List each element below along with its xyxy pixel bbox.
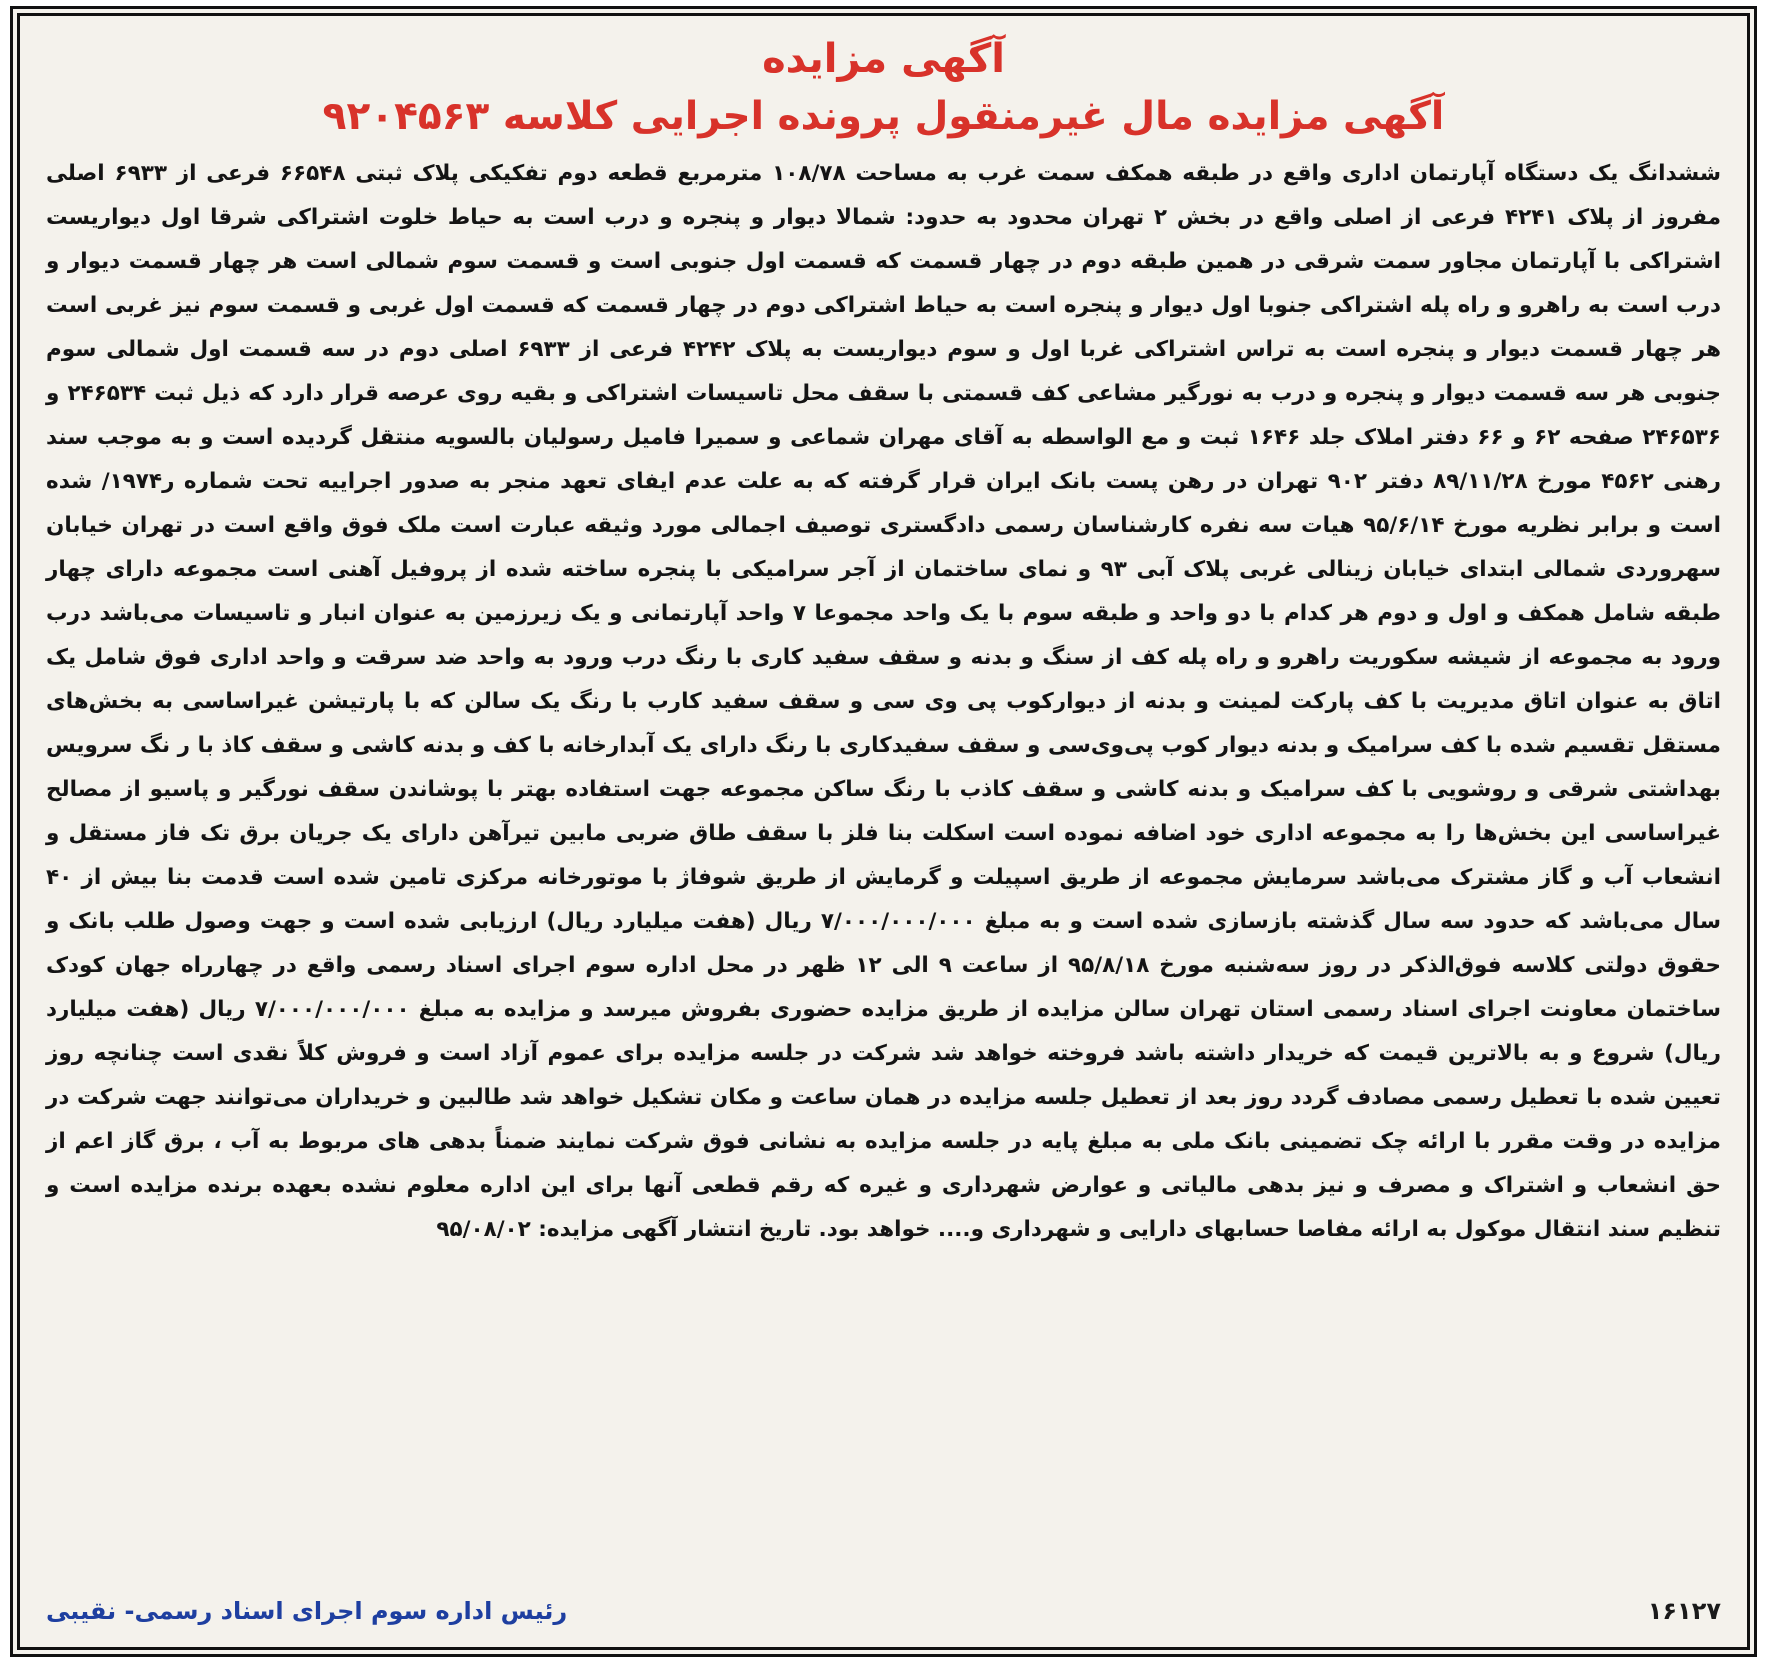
notice-subtitle: آگهی مزایده مال غیرمنقول پرونده اجرایی کلاسه ۹۲۰۴۵۶۳ [322,94,1445,139]
notice-footer [46,1589,1721,1633]
notice-body: ششدانگ یک دستگاه آپارتمان اداری واقع در طبقه همکف سمت غرب به مساحت ۱۰۸/۷۸ مترمربع قطعه دوم تفکیکی پلاک ثبتی ۶۶۵۴۸ فرعی از ۶۹۳۳ اصلی مفروز از پلاک ۴۲۴۱ فرعی از اصلی واقع در بخش ۲ تهران محدود به حدود: شمالا دیوار و پنجره و درب است به حیاط خلوت اشتراکی شرقا اول دیواریست اشتراکی با آپارتمان مجاور سمت شرقی در همین طبقه دوم در چهار قسمت که قسمت اول جنوبی است و قسمت سوم شمالی است هر چهار قسمت دیوار و درب است به راهرو و راه پله اشتراکی جنوبا اول دیوار و پنجره است به حیاط اشتراکی دوم در چهار قسمت که قسمت اول غربی و قسمت سوم نیز غربی است هر چهار قسمت دیوار و پنجره است به تراس اشتراکی غربا اول و سوم دیواریست به پلاک ۴۲۴۲ فرعی از ۶۹۳۳ اصلی دوم در سه قسمت اول شمالی سوم جنوبی هر سه قسمت دیوار و پنجره و درب به نورگیر مشاعی کف قسمتی با سقف محل تاسیسات اشتراکی و بقیه روی عرصه قرار دارد که ذیل ثبت ۲۴۶۵۳۴ و ۲۴۶۵۳۶ صفحه ۶۲ و ۶۶ دفتر املاک جلد ۱۶۴۶ ثبت و مع الواسطه به آقای مهران شماعی و سمیرا فامیل رسولیان بالسویه منتقل گردیده است و به موجب سند رهنی ۴۵۶۲ مورخ ۸۹/۱۱/۲۸ دفتر ۹۰۲ تهران در رهن پست بانک ایران قرار گرفته که به علت عدم ایفای تعهد منجر به صدور اجراییه تحت شماره ر۱۹۷۴/ شده است و برابر نظریه مورخ ۹۵/۶/۱۴ هیات سه نفره کارشناسان رسمی دادگستری توصیف اجمالی مورد وثیقه عبارت است ملک فوق واقع است در تهران خیابان سهروردی شمالی ابتدای خیابان زینالی غربی پلاک آبی ۹۳ و نمای ساختمان از آجر سرامیکی با پنجره ساخته شده از پروفیل آهنی است مجموعه دارای چهار طبقه شامل همکف و اول و دوم هر کدام با دو واحد و طبقه سوم با یک واحد مجموعا ۷ واحد آپارتمانی و یک زیرزمین به عنوان انبار و تاسیسات می‌باشد درب ورود به مجموعه از شیشه سکوریت راهرو و راه پله کف از سنگ و بدنه و سقف سفید کاری با رنگ درب ورود به واحد ضد سرقت و واحد اداری فوق شامل یک اتاق به عنوان اتاق مدیریت با کف پارکت لمینت و بدنه از دیوارکوب پی وی سی و سقف سفید کارب با رنگ یک سالن که با پارتیشن غیراساسی به بخش‌های مستقل تقسیم شده با کف سرامیک و بدنه دیوار کوب پی‌وی‌سی و سقف سفیدکاری با رنگ دارای یک آبدارخانه با کف و بدنه کاشی و سقف کاذ با ر نگ سرویس بهداشتی شرقی و روشویی با کف سرامیک و بدنه کاشی و سقف کاذب با رنگ ساکن مجموعه جهت استفاده بهتر با پوشاندن سقف نورگیر و پاسیو از مصالح غیراساسی این بخش‌ها را به مجموعه اداری خود اضافه نموده است اسکلت بنا فلز با سقف طاق ضربی مابین تیرآهن دارای یک جریان برق تک فاز مستقل و انشعاب آب و گاز مشترک می‌باشد سرمایش مجموعه از طریق اسپیلت و گرمایش از طریق شوفاژ با موتورخانه مرکزی تامین شده است قدمت بنا بیش از ۴۰ سال می‌باشد که حدود سه سال گذشته بازسازی شده است و به مبلغ ۷/۰۰۰/۰۰۰/۰۰۰ ریال (هفت میلیارد ریال) ارزیابی شده است و جهت وصول طلب بانک و حقوق دولتی کلاسه فوق‌الذکر در روز سه‌شنبه مورخ ۹۵/۸/۱۸ از ساعت ۹ الی ۱۲ ظهر در محل اداره سوم اجرای اسناد رسمی واقع در چهارراه جهان کودک ساختمان معاونت اجرای اسناد رسمی استان تهران سالن مزایده از طریق مزایده حضوری بفروش میرسد و مزایده به مبلغ ۷/۰۰۰/۰۰۰/۰۰۰ ریال (هفت میلیارد ریال) شروع و به بالاترین قیمت که خریدار داشته باشد فروخته خواهد شد شرکت در جلسه مزایده برای عموم آزاد است و فروش کلاً نقدی است چنانچه روز تعیین شده با تعطیل رسمی مصادف گردد روز بعد از تعطیل جلسه مزایده در همان ساعت و مکان تشکیل خواهد شد طالبین و خریداران می‌توانند جهت شرکت در مزایده در وقت مقرر با ارائه چک تضمینی بانک ملی به مبلغ پایه در جلسه مزایده به نشانی فوق شرکت نمایند ضمناً بدهی های مربوط به آب ، برق گاز اعم از حق انشعاب و اشتراک و مصرف و نیز بدهی مالیاتی و عوارض شهرداری و غیره که رقم قطعی آنها برای این اداره معلوم نشده بعهده برنده مزایده است و تنظیم سند انتقال موکول به ارائه مفاصا حسابهای دارایی و شهرداری و.... خواهد بود. تاریخ انتشار آگهی مزایده: ۹۵/۰۸/۰۲ [46,161,1722,1242]
notice-title: آگهی مزایده [762,36,1005,82]
auction-notice [10,6,1757,1657]
signature: رئیس اداره سوم اجرای اسناد رسمی- نقیبی [46,1597,568,1625]
ad-number: ۱۶۱۲۷ [1647,1597,1721,1625]
